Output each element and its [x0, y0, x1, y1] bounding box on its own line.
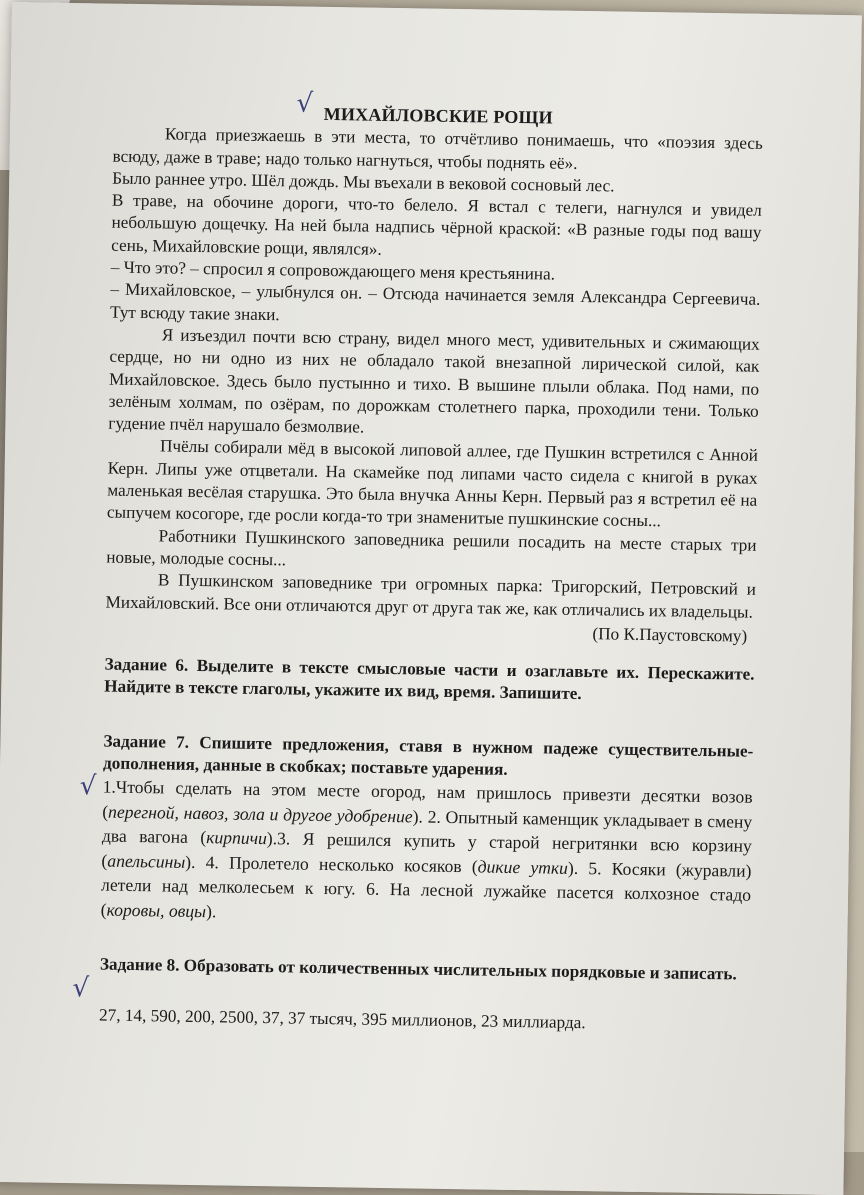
paragraph: Работники Пушкинского заповедника решили посадить на месте старых три новые, молодые сосны... — [106, 526, 757, 570]
paragraph: Когда приезжаешь в эти места, то отчётливо понимаешь, что «поэзия здесь всюду, даже в траве; надо только нагнуться, чтобы поднять её». — [112, 124, 764, 173]
checkmark-task7: √ — [79, 771, 97, 802]
hint: перегной, навоз, зола и другое удобрение — [108, 801, 413, 827]
task-7-heading: Задание 7. Спишите предложения, ставя в нужном падеже существительные-дополнения, данные в скобках; поставьте ударения. — [102, 731, 754, 779]
hint: коровы, овцы — [106, 899, 207, 921]
checkmark-task8: √ — [72, 973, 90, 1004]
checkmark-title: √ — [296, 88, 314, 119]
author-attribution: (По К.Паустовскому) — [592, 624, 748, 646]
hint: кирпичи — [206, 827, 268, 849]
paragraph: В траве, на обочине дороги, что-то белело. Я встал с телеги, нагнулся и увидел небольшую дощечку. На ней была надпись чёрной краской: «В разные годы под вашу сень, Михайловские рощи, являлся». — [111, 190, 762, 259]
task-8: Задание 8. Образовать от количественных числительных порядковые и записать. — [99, 954, 737, 984]
paragraph: Пчёлы собирали мёд в высокой липовой аллее, где Пушкин встретился с Анной Керн. Липы уже отцветали. На скамейке под липами часто сидела с книгой в руках маленькая весёлая старушка. Это была внучка Анны Керн. Первый раз я встретил её на сыпучем косогоре, где росли когда-то три знаменитые пушкинские сосны... — [106, 436, 759, 531]
document-body — [99, 100, 763, 1037]
paragraph: – Михайловское, – улыбнулся он. – Отсюда начинается земля Александра Сергеевича. Тут всюду такие знаки. — [109, 279, 761, 324]
paragraph: Я изъездил почти всю страну, видел много мест, удивительных и сжимающих сердце, но ни одно из них не обладало такой внезапной лирической силой, как Михайловское. Здесь было пустынно и тихо. В вышине плыли облака. Под нами, по зелёным холмам, по озёрам, по дорожкам столетнего парка, проходили тени. Только гудение пчёл нарушало безмолвие. — [108, 325, 760, 437]
task-6: Задание 6. Выделите в тексте смысловые части и озаглавьте их. Перескажите. Найдите в тексте глаголы, укажите их вид, время. Запишите. — [104, 654, 755, 704]
paper-page — [0, 2, 862, 1195]
paragraph: В Пушкинском заповеднике три огромных парка: Тригорский, Петровский и Михайловский. Все они отличаются друг от друга так же, как отличались их владельцы. — [105, 570, 757, 622]
paragraph: Было раннее утро. Шёл дождь. Мы въехали в вековой сосновый лес. — [112, 168, 615, 196]
paragraph: – Что это? – спросил я сопровождающего меня крестьянина. — [110, 257, 556, 284]
hint: дикие утки — [477, 856, 569, 878]
task-7-sentences: 1.Чтобы сделать на этом месте огород, нам пришлось привезти десятки возов (перегной, навоз, зола и другое удобрение). 2. Опытный каменщик укладывает в смену два вагона (кирпичи).3. Я решился купить у старой негритянки всю корзину (апельсины). 4. Пролетело несколько косяков (дикие утки). 5. Косяки (журавли) летели над мелколесьем к югу. 6. На лесной лужайке пасется колхозное стадо (коровы, овцы). — [100, 776, 753, 922]
document-title: МИХАЙЛОВСКИЕ РОЩИ — [323, 103, 553, 128]
task-8-numbers: 27, 14, 590, 200, 2500, 37, 37 тысяч, 395 миллионов, 23 миллиарда. — [98, 1005, 586, 1032]
hint: апельсины — [107, 850, 186, 872]
